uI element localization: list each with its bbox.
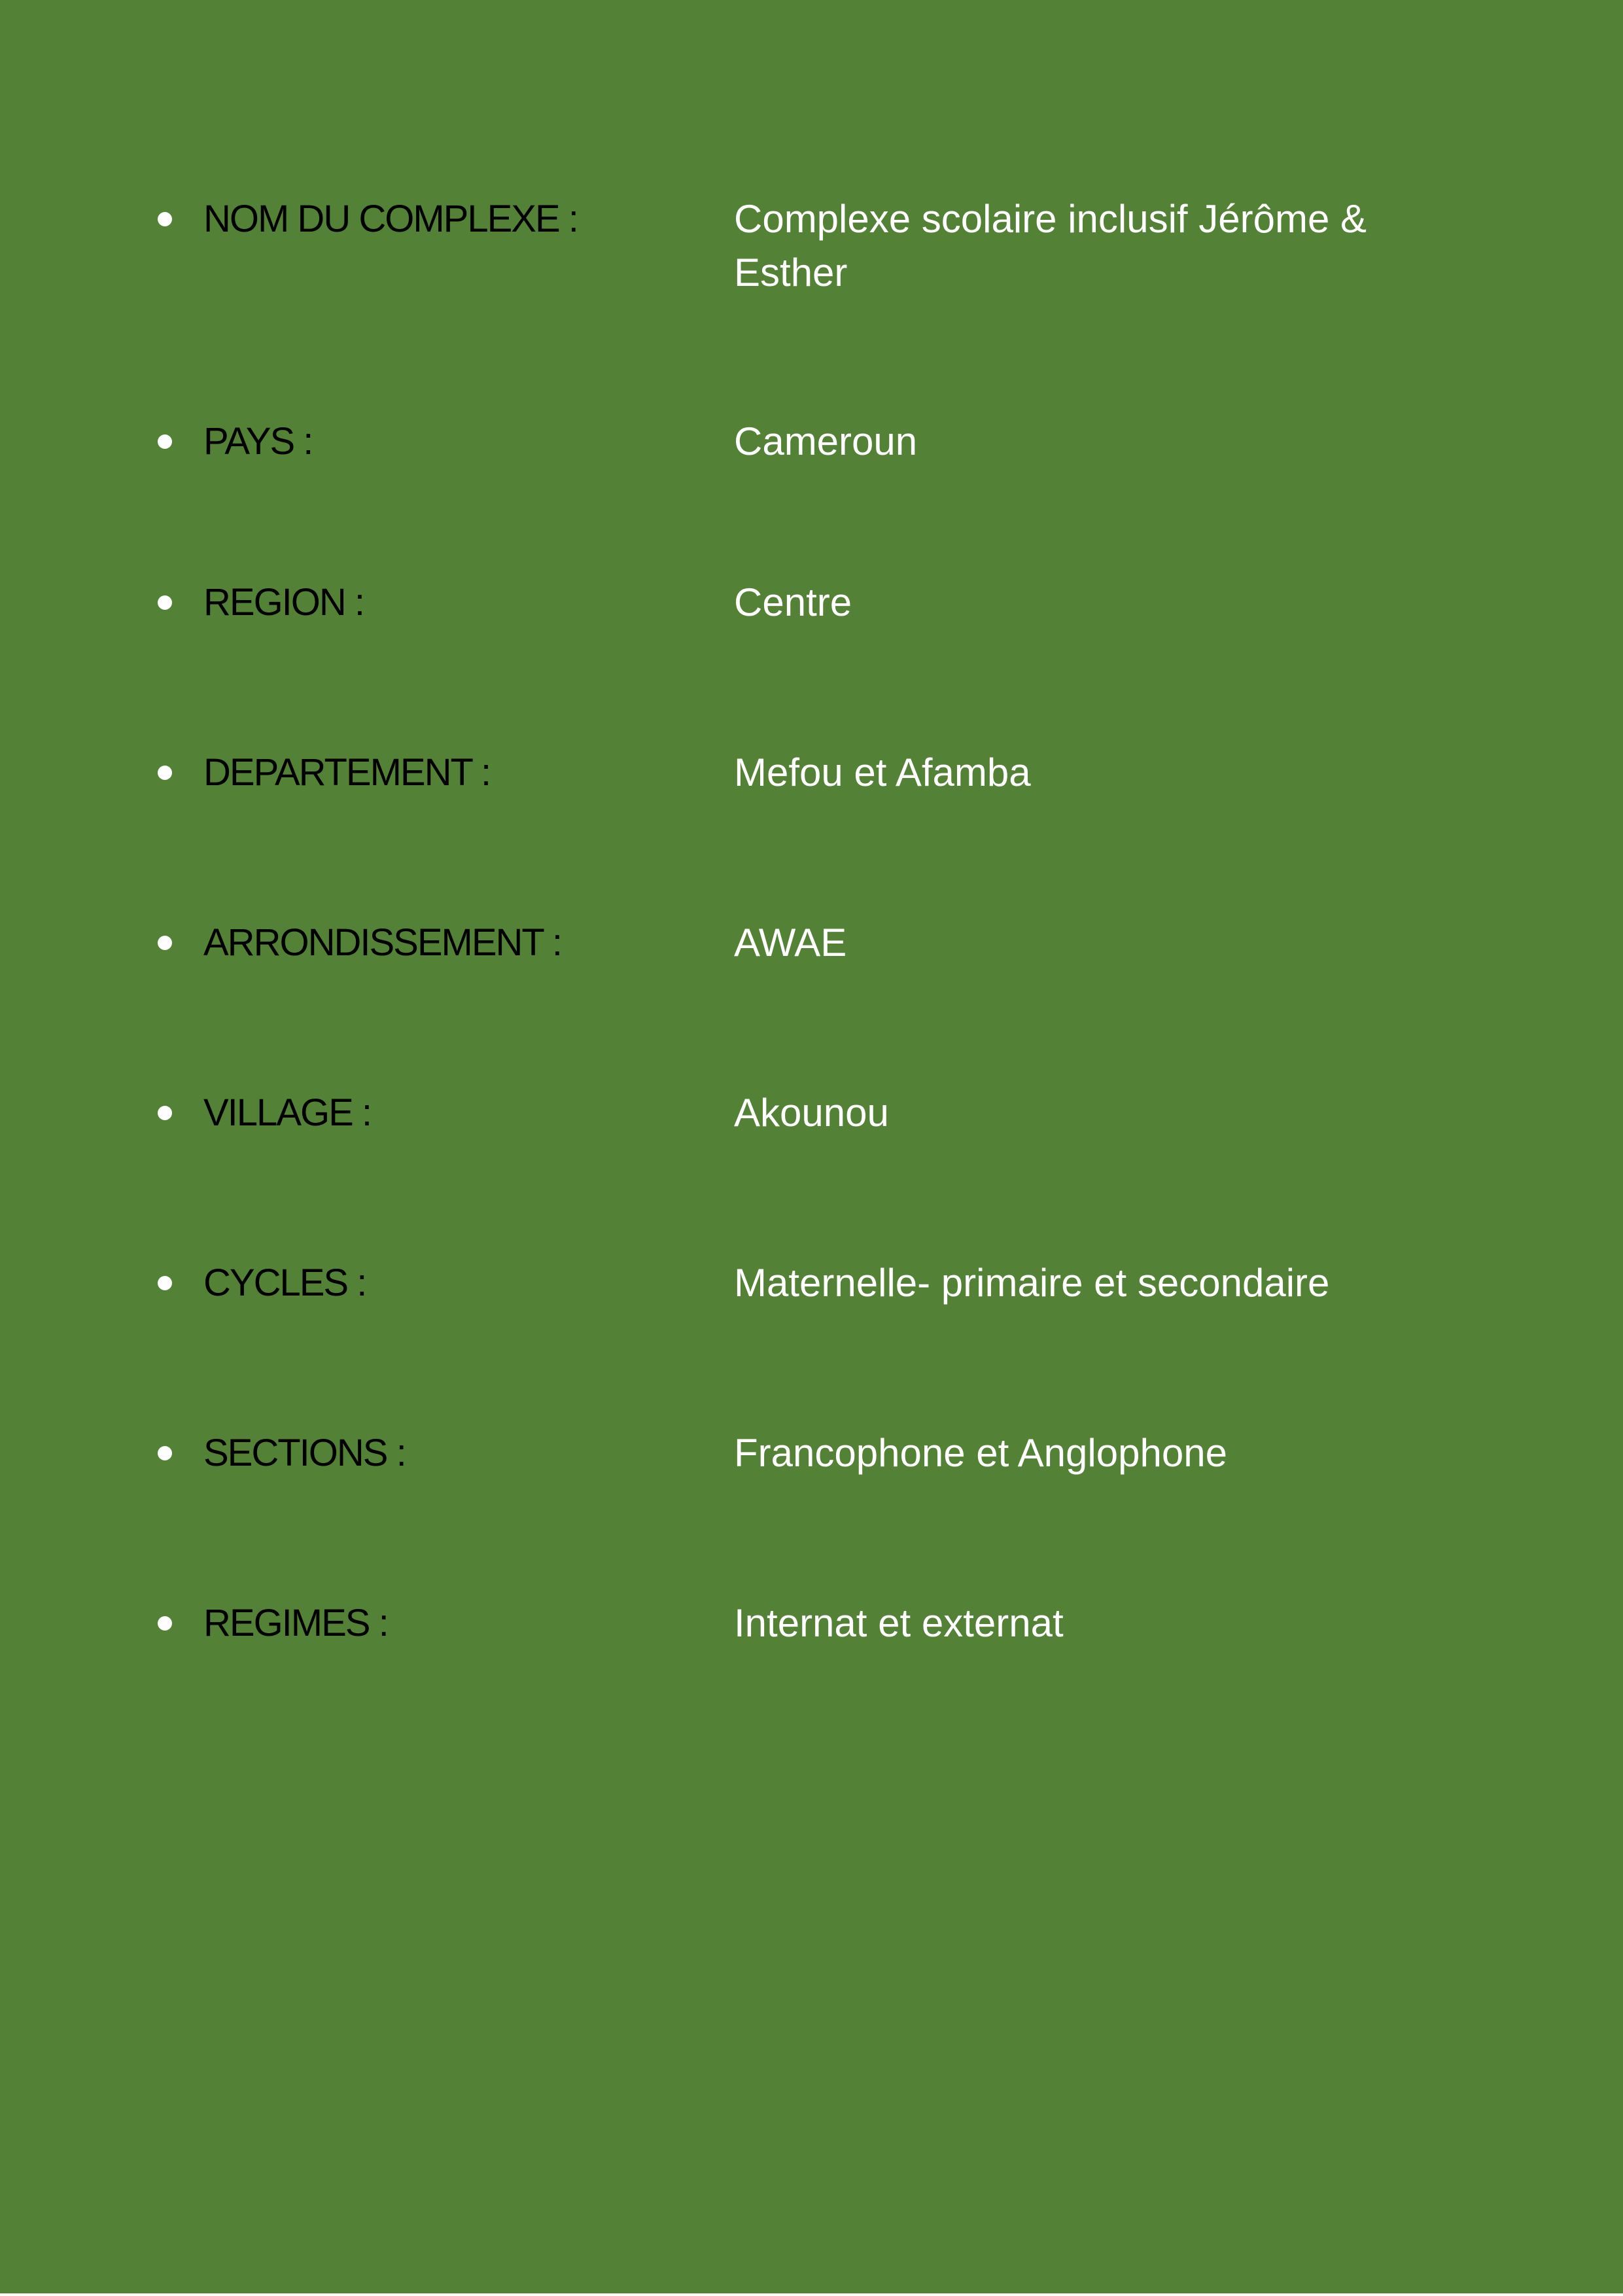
bullet-icon — [158, 1446, 172, 1460]
item-label: PAYS : — [203, 420, 313, 463]
item-value: Maternelle- primaire et secondaire — [734, 1261, 1330, 1305]
item-label: VILLAGE : — [203, 1091, 372, 1134]
item-value: Francophone et Anglophone — [734, 1431, 1227, 1475]
bullet-icon — [158, 766, 172, 780]
item-label: DEPARTEMENT : — [203, 751, 491, 794]
item-label: ARRONDISSEMENT : — [203, 921, 562, 964]
item-label: REGIMES : — [203, 1602, 388, 1644]
item-value: Complexe scolaire inclusif Jérôme & Esther — [734, 197, 1367, 294]
bullet-icon — [158, 1106, 172, 1120]
item-value: Internat et externat — [734, 1601, 1064, 1645]
item-label: REGION : — [203, 581, 364, 624]
item-value: AWAE — [734, 921, 847, 964]
item-value: Cameroun — [734, 419, 918, 463]
item-label: NOM DU COMPLEXE : — [203, 198, 578, 240]
bullet-icon — [158, 1276, 172, 1290]
item-label: CYCLES : — [203, 1262, 366, 1304]
bullet-icon — [158, 1616, 172, 1631]
page-bottom-edge — [0, 2293, 1623, 2296]
bullet-icon — [158, 595, 172, 610]
item-label: SECTIONS : — [203, 1432, 406, 1474]
item-value: Centre — [734, 580, 852, 624]
bullet-icon — [158, 434, 172, 449]
bullet-icon — [158, 212, 172, 226]
bullet-icon — [158, 936, 172, 950]
item-value: Akounou — [734, 1091, 889, 1135]
item-value: Mefou et Afamba — [734, 751, 1031, 794]
